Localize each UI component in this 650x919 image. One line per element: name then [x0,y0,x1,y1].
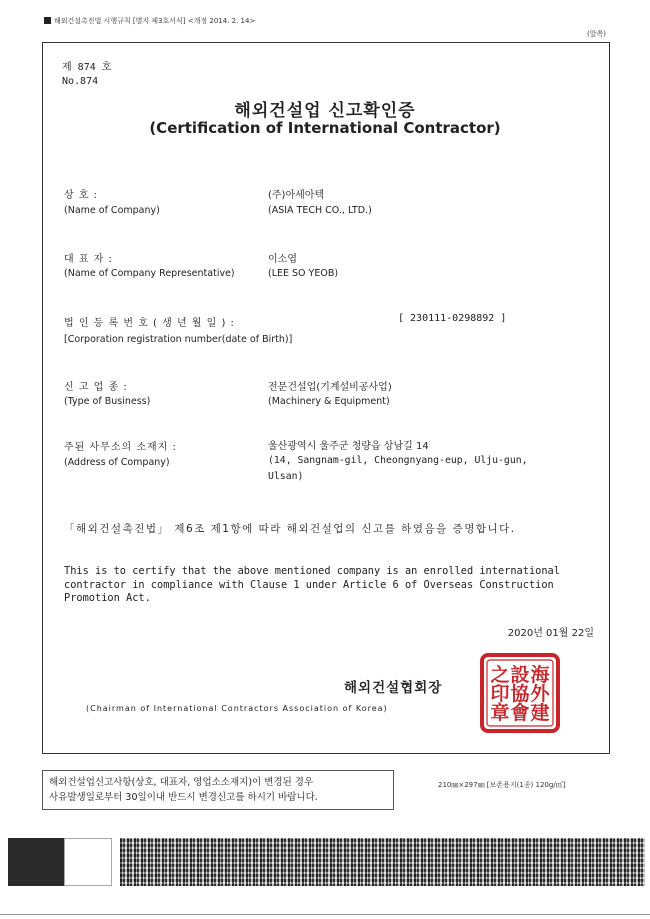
seal-character: 外 [530,683,550,705]
page-side-tag: (앞쪽) [587,30,606,38]
form-reference-note [44,16,255,26]
certification-statement-ko: 「해외건설촉진법」 제6조 제1항에 따라 해외건설업의 신고를 하였음을 증명합니다. [64,523,516,535]
address-label-en: (Address of Company) [64,457,170,468]
change-notice-line-2: 사유발생일로부터 30일이내 반드시 변경신고를 하시기 바랍니다. [49,792,318,803]
seal-character: 之 [490,664,510,686]
scan-mark-light [64,838,112,886]
company-value-en: (ASIA TECH CO., LTD.) [268,205,372,216]
registration-number: [ 230111-0298892 ] [398,313,507,324]
signatory-title-ko: 해외건설협회장 [344,680,443,696]
official-seal [479,652,561,734]
business-label-ko: 신 고 업 종 : [64,382,128,393]
address-value-ko: 울산광역시 울주군 청량읍 상남길 14 [268,441,429,452]
address-label-ko: 주된 사무소의 소재지 : [64,442,177,453]
company-value-ko: (주)아세아텍 [268,190,325,201]
seal-character: 建 [530,702,550,724]
square-bullet-icon [44,17,51,24]
certificate-number-en: No.874 [62,76,99,87]
seal-character: 會 [510,702,530,724]
seal-character: 章 [490,702,510,724]
address-value-en-line1: (14, Sangnam-gil, Cheongnyang-eup, Ulju-gun, [268,455,528,466]
seal-character: 協 [510,683,530,705]
representative-value-en: (LEE SO YEOB) [268,268,339,279]
certificate-title-en: (Certification of International Contractor) [149,119,501,137]
scan-mark-dark [8,838,64,886]
registration-label-en: [Corporation registration number(date of Birth)] [64,334,293,345]
representative-label-en: (Name of Company Representative) [64,268,235,279]
security-pattern-strip [120,838,645,886]
business-label-en: (Type of Business) [64,396,151,407]
company-label-en: (Name of Company) [64,205,160,216]
page-bottom-edge [0,914,650,915]
company-label-ko: 상 호 : [64,190,99,201]
registration-label-ko: 법 인 등 록 번 호 ( 생 년 월 일 ) : [64,318,235,329]
change-notice-box [42,770,394,810]
change-notice-line-1: 해외건설업신고사항(상호, 대표자, 영업소소재지)이 변경된 경우 [49,777,314,788]
representative-label-ko: 대 표 자 : [64,254,113,265]
seal-character: 印 [490,683,510,705]
business-value-ko: 전문건설업(기계설비공사업) [268,382,392,393]
representative-value-ko: 이소엽 [268,254,297,265]
certificate-title-ko: 해외건설업 신고확인증 [234,101,416,121]
seal-character: 海 [530,664,550,686]
issue-date: 2020년 01월 22일 [507,628,594,639]
form-reference-text: 해외건설촉진법 시행규칙 [별지 제3호서식] <개정 2014. 2. 14> [54,17,256,25]
seal-character: 設 [510,664,530,686]
certificate-number-ko: 제 874 호 [62,62,112,73]
signatory-title-en: (Chairman of International Contractors Association of Korea) [86,704,388,713]
paper-spec: 210㎜×297㎜ [보존용지(1종) 120g/㎡] [438,781,566,789]
business-value-en: (Machinery & Equipment) [268,396,390,407]
address-value-en-line2: Ulsan) [268,471,304,482]
certification-statement-en: This is to certify that the above mentioned company is an enrolled international contractor in compliance with Clause 1 under Article 6 of Overseas Construction Promotion Act. [64,565,560,604]
